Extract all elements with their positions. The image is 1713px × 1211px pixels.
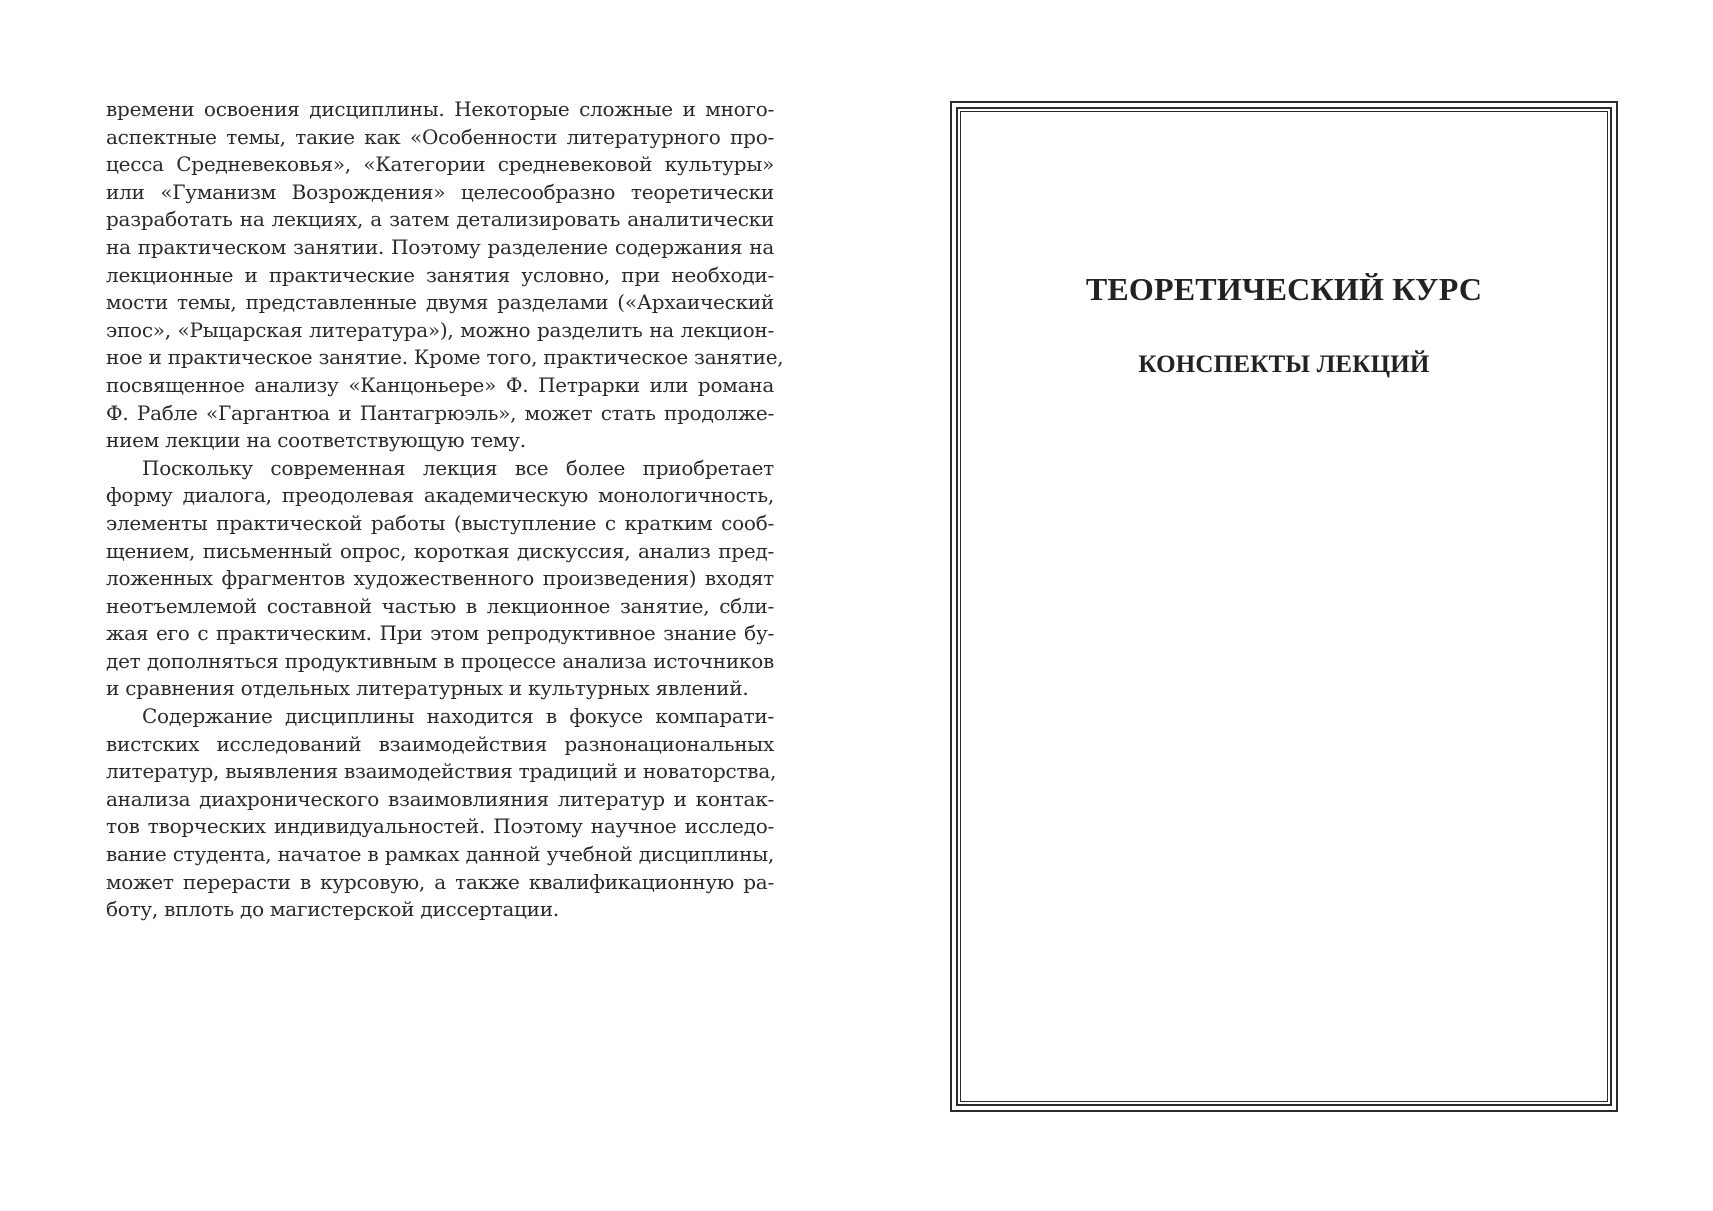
decorative-frame-inner	[960, 111, 1608, 1102]
text-line: дет дополняться продуктивным в процессе анализа источников	[106, 648, 774, 673]
text-line: ложенных фрагментов художественного произведения) входят	[106, 566, 774, 591]
text-line: боту, вплоть до магистерской диссертации.	[106, 897, 559, 922]
text-line: цесса Средневековья», «Категории средневековой культуры»	[106, 152, 774, 177]
text-line: анализа диахронического взаимовлияния литератур и контак-	[106, 786, 774, 811]
text-line: мости темы, представленные двумя разделами («Архаический	[106, 290, 774, 315]
section-title-page	[950, 101, 1618, 1112]
text-line: тов творческих индивидуальностей. Поэтому научное исследо-	[106, 814, 774, 839]
text-line: элементы практической работы (выступление с кратким сооб-	[106, 510, 774, 535]
text-line: нием лекции на соответствующую тему.	[106, 428, 526, 453]
text-line: или «Гуманизм Возрождения» целесообразно теоретически	[106, 179, 774, 204]
text-line: Ф. Рабле «Гаргантюа и Пантагрюэль», может стать продолже-	[106, 400, 774, 425]
text-line: посвященное анализу «Канцоньере» Ф. Петрарки или романа	[106, 372, 774, 397]
text-line: Содержание дисциплины находится в фокусе компарати-	[142, 704, 774, 729]
text-line: форму диалога, преодолевая академическую монологичность,	[106, 483, 774, 508]
text-line: эпос», «Рыцарская литература»), можно разделить на лекцион-	[106, 317, 774, 342]
text-line: может перерасти в курсовую, а также квалификационную ра-	[106, 869, 774, 894]
text-line: неотъемлемой составной частью в лекционное занятие, сбли-	[106, 593, 774, 618]
text-line: лекционные и практические занятия условно, при необходи-	[106, 262, 774, 287]
text-line: и сравнения отдельных литературных и культурных явлений.	[106, 676, 749, 701]
section-title: ТЕОРЕТИЧЕСКИЙ КУРС	[1085, 271, 1483, 307]
section-subtitle: КОНСПЕКТЫ ЛЕКЦИЙ	[1138, 351, 1430, 378]
text-line: аспектные темы, такие как «Особенности литературного про-	[106, 124, 774, 149]
decorative-frame	[956, 107, 1612, 1106]
text-line: литератур, выявления взаимодействия традиций и новаторства,	[106, 759, 777, 784]
text-line: разработать на лекциях, а затем детализировать аналитически	[106, 207, 774, 232]
text-line: жая его с практическим. При этом репродуктивное знание бу-	[106, 621, 774, 646]
left-page-text	[106, 96, 784, 924]
text-line: на практическом занятии. Поэтому разделение содержания на	[106, 234, 774, 259]
text-line: щением, письменный опрос, короткая дискуссия, анализ пред-	[106, 538, 774, 563]
text-line: Поскольку современная лекция все более приобретает	[142, 455, 774, 480]
text-line: времени освоения дисциплины. Некоторые сложные и много-	[106, 97, 774, 121]
text-line: вание студента, начатое в рамках данной учебной дисциплины,	[106, 842, 774, 867]
text-line: ное и практическое занятие. Кроме того, практическое занятие,	[106, 345, 784, 370]
text-line: вистских исследований взаимодействия разнонациональных	[106, 731, 774, 756]
